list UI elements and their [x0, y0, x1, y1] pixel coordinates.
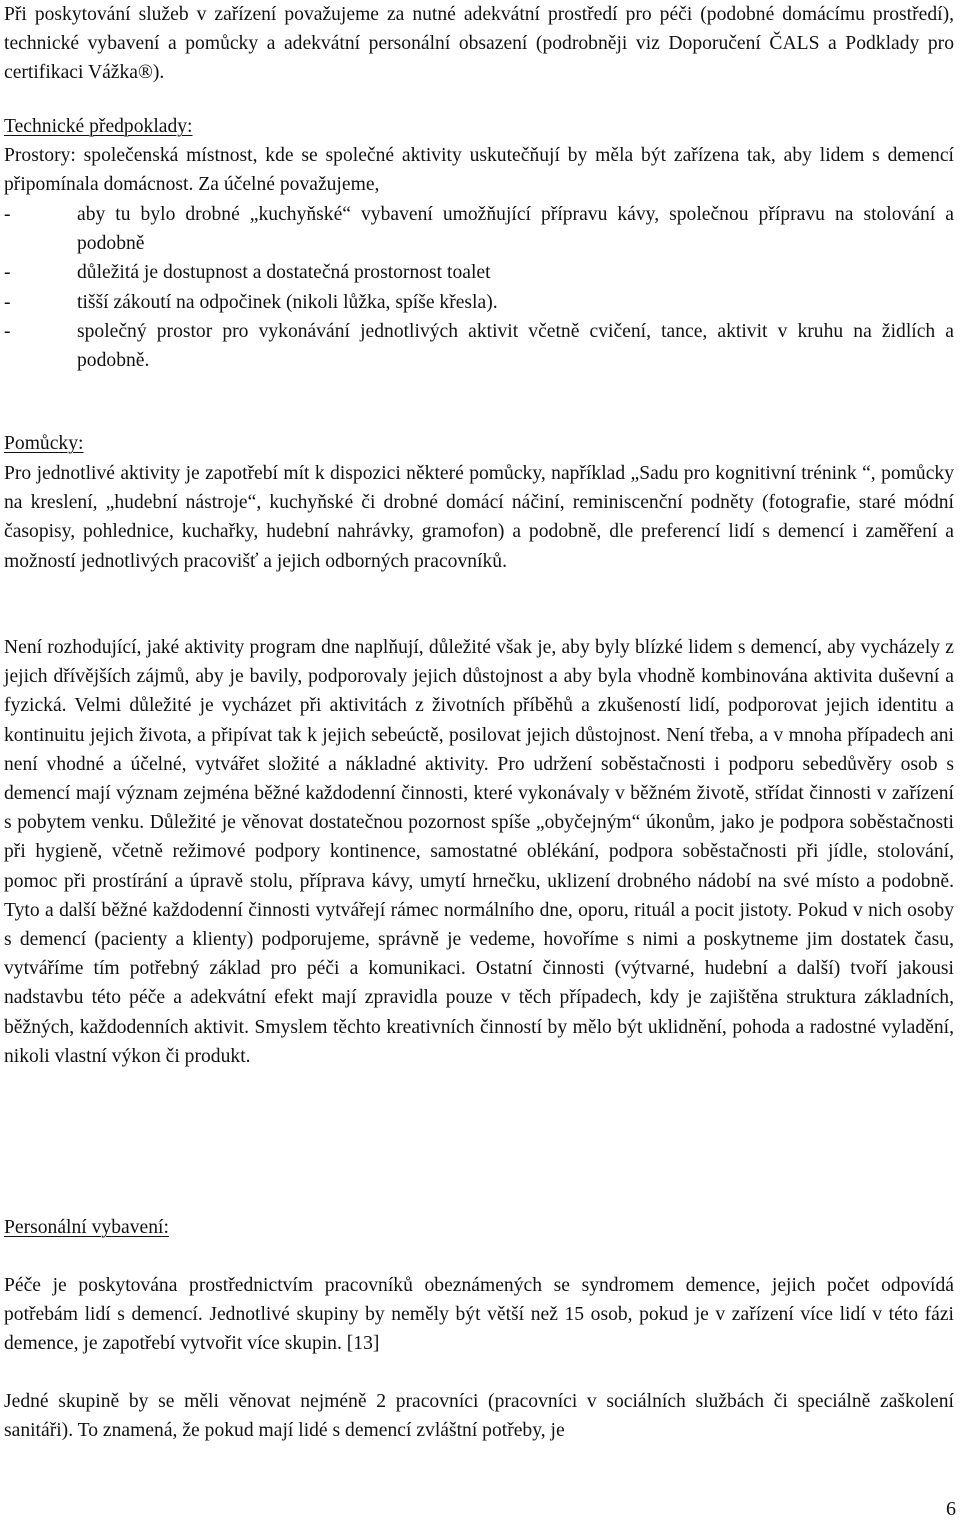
dash-bullet: - [4, 291, 11, 313]
list-item [4, 200, 954, 258]
body-paragraph: Není rozhodující, jaké aktivity program dne naplňují, důležité však je, aby byly blízké lidem s demencí, aby vycházely z jejich dřívějších zájmů, aby je bavily, podporovaly jejich důstojnost a aby byla vhodně kombinována aktivita duševní a fyzická. Velmi důležité je vycházet při aktivitách z životních příběhů a zkušeností lidí, podporovat jejich identitu a kontinuitu jejich života, a připívat tak k jejich sebeúctě, posilovat jejich důstojnost. Není třeba, a v mnoha případech ani není vhodné a účelné, vytvářet složité a nákladné aktivity. Pro udržení soběstačnosti i podporu sebedůvěry osob s demencí mají význam zejména běžné každodenní činnosti, které vykonávaly v běžném životě, střídat činnosti v zařízení s pobytem venku. Důležité je věnovat dostatečnou pozornost spíše „obyčejným“ úkonům, jako je podpora soběstačnosti při hygieně, včetně režimové podpory kontinence, samostatné oblékání, podpora soběstačnosti při jídle, stolování, pomoc při prostírání a úpravě stolu, příprava kávy, umytí hrnečku, uklizení drobného nádobí na své místo a podobně. Tyto a další běžné každodenní činnosti vytvářejí rámec normálního dne, oporu, rituál a pocit jistoty. Pokud v nich osoby s demencí (pacienty a klienty) podporujeme, správně je vedeme, hovoříme s nimi a poskytneme jim dostatek času, vytváříme tím potřebný základ pro péči a komunikaci. Ostatní činnosti (výtvarné, hudební a další) tvoří jakousi nadstavbu této péče a adekvátní efekt mají zpravidla pouze v těch případech, kdy je zajištěna struktura základních, běžných, každodenních aktivit. Smyslem těchto kreativních činností by mělo být uklidnění, pohoda a radostné vyladění, nikoli vlastní výkon či produkt. [4, 637, 954, 1067]
dash-bullet: - [4, 262, 11, 284]
staff-heading: Personální vybavení: [4, 1217, 169, 1238]
list-item-text: tišší zákoutí na odpočinek (nikoli lůžka, spíše křesla). [77, 291, 498, 313]
technical-list [4, 200, 954, 375]
list-item [4, 288, 954, 317]
technical-paragraph: Prostory: společenská místnost, kde se společné aktivity uskutečňují by měla být zařízena tak, aby lidem s demencí připomínala domácnost. Za účelné považujeme, [4, 145, 954, 196]
aids-heading: Pomůcky: [4, 433, 84, 454]
list-item-text: důležitá je dostupnost a dostatečná prostornost toalet [77, 262, 491, 284]
staff-paragraph-2: Jedné skupině by se měli věnovat nejméně 2 pracovníci (pracovníci v sociálních službách či speciálně zaškolení sanitáři). To znamená, že pokud mají lidé s demencí zvláštní potřeby, je [4, 1391, 954, 1442]
aids-paragraph: Pro jednotlivé aktivity je zapotřebí mít k dispozici některé pomůcky, například „Sadu pro kognitivní trénink “, pomůcky na kreslení, „hudební nástroje“, kuchyňské či drobné domácí náčiní, reminiscenční podněty (fotografie, staré módní časopisy, pohlednice, kuchařky, hudební nahrávky, gramofon) a podobně, dle preferencí lidí s demencí i zaměření a možností jednotlivých pracovišť a jejich odborných pracovníků. [4, 463, 954, 572]
dash-bullet: - [4, 320, 11, 342]
list-item [4, 258, 954, 287]
staff-paragraph-1: Péče je poskytována prostřednictvím pracovníků obeznámených se syndromem demence, jejich počet odpovídá potřebám lidí s demencí. Jednotlivé skupiny by neměly být větší než 15 osob, pokud je v zařízení více lidí v této fázi demence, je zapotřebí vytvořit více skupin. [13] [4, 1275, 954, 1355]
dash-bullet: - [4, 204, 11, 225]
intro-paragraph: Při poskytování služeb v zařízení považujeme za nutné adekvátní prostředí pro péči (podobné domácímu prostředí), technické vybavení a pomůcky a adekvátní personální obsazení (podrobněji viz Doporučení ČALS a Podklady pro certifikaci Vážka®). [4, 4, 954, 84]
list-item [4, 317, 954, 375]
list-item-text: aby tu bylo drobné „kuchyňské“ vybavení umožňující přípravu kávy, společnou přípravu na stolování a podobně [77, 204, 954, 255]
page-number: 6 [946, 1498, 956, 1520]
list-item-text: společný prostor pro vykonávání jednotlivých aktivit včetně cvičení, tance, aktivit v kruhu na židlích a podobně. [77, 320, 954, 372]
technical-heading: Technické předpoklady: [4, 116, 193, 137]
